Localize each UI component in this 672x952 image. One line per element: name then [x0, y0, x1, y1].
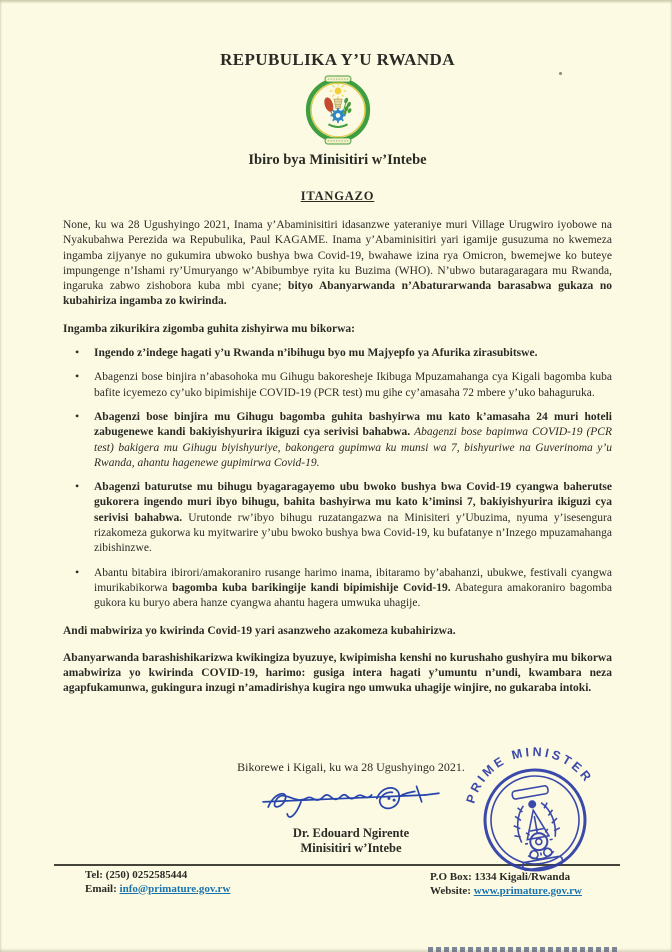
other-rules-note: Andi mabwiriza yo kwirinda Covid-19 yari asanzweho azakomeza kubahirizwa.	[63, 624, 456, 637]
list-item	[63, 480, 612, 556]
scan-speck	[559, 72, 562, 75]
office-title: Ibiro bya Minisitiri w’Intebe	[248, 152, 427, 168]
rwanda-coat-of-arms-icon	[304, 74, 372, 146]
republic-title: REPUBULIKA Y’U RWANDA	[220, 50, 455, 69]
footer-contact-right	[430, 871, 582, 898]
list-item	[63, 566, 612, 612]
footer-email-label: Email:	[85, 882, 120, 895]
measure-text-italic: Abagenzi bose bapimwa COVID-19 (PCR test) bakigera mu Gihugu biyishyuriye, bakongera gupimwa ku munsi wa 7, bishyuriwe na Guverinoma y’u Rwanda, ahantu hagenewe gupimirwa Covid-19.	[94, 426, 612, 469]
signer-title: Minisitiri w’Intebe	[300, 841, 402, 855]
footer-email-line	[85, 883, 230, 897]
intro-paragraph	[63, 218, 612, 310]
bullet-icon: •	[75, 479, 80, 494]
emblem-wrap	[63, 74, 612, 148]
list-item	[63, 346, 612, 361]
prime-minister-seal-icon	[460, 742, 610, 882]
measure-text-bold: bagomba kuba barikingije kandi bipimishije Covid-19.	[172, 581, 451, 594]
bullet-icon: •	[75, 345, 80, 360]
measures-list	[63, 346, 612, 611]
footer-website-line	[430, 885, 582, 899]
measure-text-bold: Abagenzi baturutse mu bihugu byagaragayemo ubu bwoko bushya bwa Covid-19 cyangwa baherutse gukorera ingendo muri ibyo bihugu, bahita bashyirwa mu kato k’iminsi 7, bakiyishyurira ikiguzi cya serivisi bahabwa.	[94, 481, 612, 524]
svg-text:PRIME MINISTER: PRIME MINISTER	[463, 744, 596, 806]
bullet-icon: •	[75, 408, 80, 423]
footer-website-label: Website:	[430, 884, 474, 897]
measures-lead: Ingamba zikurikira zigomba guhita zishyirwa mu bikorwa:	[63, 322, 355, 335]
final-exhortation: Abanyarwanda barashishikarizwa kwikingiza byuzuye, kwipimisha kenshi no kurushaho gushyira mu bikorwa amabwiriza yo kwirinda COVID-19, harimo: gusiga intera hagati y’umuntu n’undi, kwambara neza agapfukamunwa, gukingura inzugi n’amadirishya kugira ngo umwuka uhagije winjire, no gukaraba intoki.	[63, 651, 612, 695]
footer-website-link[interactable]: www.primature.gov.rw	[473, 884, 582, 897]
bullet-icon: •	[75, 564, 80, 579]
footer-pobox: P.O Box: 1334 Kigali/Rwanda	[430, 871, 571, 883]
document-body	[63, 218, 612, 697]
measure-text: Abantu bitabira ibirori/amakoraniro rusange harimo inama, ibitaramo by’abahanzi, ubukwe, festivali cyangwa imurikabikorwa	[94, 566, 612, 594]
signer-name: Dr. Edouard Ngirente	[292, 826, 410, 840]
cutoff-text-strip	[428, 947, 620, 952]
intro-bold-text: bityo Abanyarwanda n’Abaturarwanda barasabwa gukaza no kubahiriza ingamba zo kwirinda.	[63, 280, 612, 308]
measure-text: Ingendo z’indege hagati y’u Rwanda n’ibihugu byo mu Majyepfo ya Afurika zirasubitswe.	[94, 347, 538, 360]
intro-regular-text: None, ku wa 28 Ugushyingo 2021, Inama y’Abaminisitiri idasanzwe yateraniye muri Village Urugwiro iyobowe na Nyakubahwa Perezida wa Repubulika, Paul KAGAME. Inama y’Abaminisitiri yari igamije gusuzuma no kwemeza ingamba zijyanye no gukumira ubwoko bushya bwa Covid-19, bwahawe izina rya Omicron, bwemejwe ko buteye impungenge n’Ishami ry’Umuryango w’Abibumbye ryita ku Buzima (WHO). N’ubwo butaragaragara mu Rwanda, ingaruka zabwo zishobora kuba mbi cyane;	[63, 219, 612, 293]
document-content	[63, 0, 612, 697]
bullet-icon: •	[75, 369, 80, 384]
measure-text: Abategura amakoraniro bagomba gukora ku buryo abera hanze cyangwa ahantu hagera umwuka uhagije.	[94, 581, 613, 610]
footer-email-link[interactable]: info@primature.gov.rw	[119, 882, 231, 895]
document-heading: ITANGAZO	[300, 189, 375, 203]
measure-text-bold: Abagenzi bose binjira mu Gihugu bagomba guhita bashyirwa mu kato k’amasaha 24 muri hoteli zabugenewe kandi bakiyishyurira ikiguzi cya serivisi bahabwa.	[94, 410, 612, 439]
measure-text: Abagenzi bose binjira n’abasohoka mu Gihugu bakoresheje Ikibuga Mpuzamahanga cya Kigali bagomba kuba bafite icyemezo cy’uko bipimishije COVID-19 (PCR test) mu gihe cy’amasaha 72 mbere y’uko bahaguruka.	[94, 371, 612, 399]
list-item	[63, 370, 612, 401]
footer-tel: Tel: (250) 0252585444	[85, 869, 188, 881]
handwritten-signature-icon	[251, 776, 451, 826]
list-item	[63, 410, 612, 471]
measure-text: Urutonde rw’ibyo bihugu ruzatangazwa na Minisiteri y’Ubuzima, nyuma y’isesengura rizakomeza gukorwa ku myitwarire y’ubu bwoko bushya bwa Covid-19, ku bufatanye n’Inzego mpuzamahanga zibishinzwe.	[94, 511, 612, 555]
footer-contact-left	[85, 869, 230, 896]
place-and-date: Bikorewe i Kigali, ku wa 28 Ugushyingo 2021.	[237, 760, 465, 774]
